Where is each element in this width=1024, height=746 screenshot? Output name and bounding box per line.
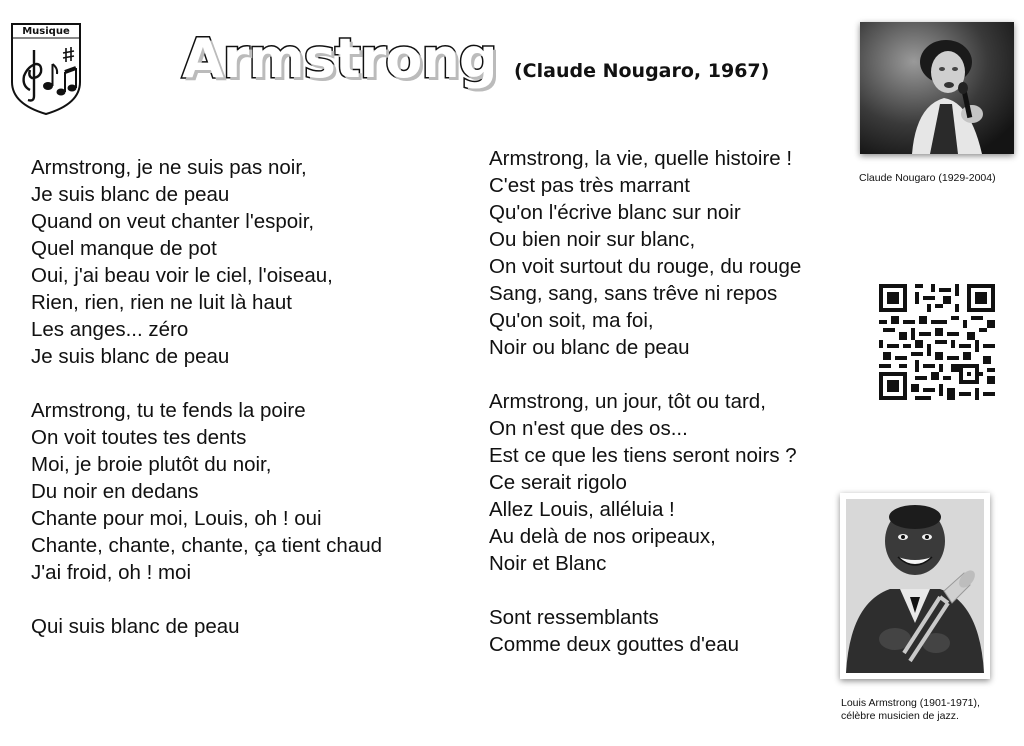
lyric-line: Les anges... zéro (31, 318, 189, 341)
stanza (31, 154, 382, 370)
lyric-line: Au delà de nos oripeaux, (489, 525, 716, 548)
lyric-line: Je suis blanc de peau (31, 183, 230, 206)
qr-code[interactable] (879, 284, 995, 400)
stanza (489, 604, 801, 658)
lyric-line: Allez Louis, alléluia ! (489, 498, 675, 521)
lyric-line: Sont ressemblants (489, 606, 659, 629)
lyric-line: Armstrong, la vie, quelle histoire ! (489, 147, 793, 170)
armstrong-caption (841, 697, 980, 723)
lyric-line: On voit toutes tes dents (31, 426, 247, 449)
nougaro-caption: Claude Nougaro (1929-2004) (859, 172, 996, 184)
armstrong-photo (840, 493, 990, 679)
lyric-line: Armstrong, un jour, tôt ou tard, (489, 390, 766, 413)
lyric-line: Comme deux gouttes d'eau (489, 633, 740, 656)
badge-label: Musique (22, 26, 70, 37)
stanza (489, 388, 801, 577)
lyric-line: Qu'on soit, ma foi, (489, 309, 654, 332)
lyric-line: Chante, chante, chante, ça tient chaud (31, 534, 383, 557)
music-badge (8, 20, 84, 116)
lyric-line: Ou bien noir sur blanc, (489, 228, 696, 251)
lyric-line: Oui, j'ai beau voir le ciel, l'oiseau, (31, 264, 333, 287)
lyric-line: C'est pas très marrant (489, 174, 691, 197)
lyric-line: Sang, sang, sans trêve ni repos (489, 282, 778, 305)
lyrics-left-column (31, 154, 382, 667)
lyric-line: Rien, rien, rien ne luit là haut (31, 291, 292, 314)
armstrong-caption-line2: célèbre musicien de jazz. (841, 710, 959, 722)
lyric-line: Armstrong, tu te fends la poire (31, 399, 306, 422)
page-subtitle: (Claude Nougaro, 1967) (514, 60, 770, 82)
lyric-line: Moi, je broie plutôt du noir, (31, 453, 272, 476)
stanza (31, 397, 382, 586)
qr-code-icon (879, 284, 995, 400)
lyric-line: Je suis blanc de peau (31, 345, 230, 368)
armstrong-caption-line1: Louis Armstrong (1901-1971), (841, 697, 980, 709)
lyric-line: Qui suis blanc de peau (31, 615, 240, 638)
nougaro-photo (860, 22, 1014, 154)
stanza (31, 613, 382, 640)
page-title: Armstrong (182, 27, 497, 90)
lyric-line: J'ai froid, oh ! moi (31, 561, 192, 584)
lyric-line: Est ce que les tiens seront noirs ? (489, 444, 797, 467)
lyric-line: Qu'on l'écrive blanc sur noir (489, 201, 741, 224)
lyric-line: On n'est que des os... (489, 417, 688, 440)
lyric-line: On voit surtout du rouge, du rouge (489, 255, 802, 278)
lyric-line: Noir et Blanc (489, 552, 607, 575)
lyric-line: Ce serait rigolo (489, 471, 627, 494)
lyric-line: Noir ou blanc de peau (489, 336, 690, 359)
lyrics-right-column (489, 145, 801, 685)
lyric-line: Quel manque de pot (31, 237, 217, 260)
stanza (489, 145, 801, 361)
lyric-line: Quand on veut chanter l'espoir, (31, 210, 315, 233)
lyric-line: Chante pour moi, Louis, oh ! oui (31, 507, 322, 530)
lyric-line: Du noir en dedans (31, 480, 199, 503)
lyric-line: Armstrong, je ne suis pas noir, (31, 156, 307, 179)
